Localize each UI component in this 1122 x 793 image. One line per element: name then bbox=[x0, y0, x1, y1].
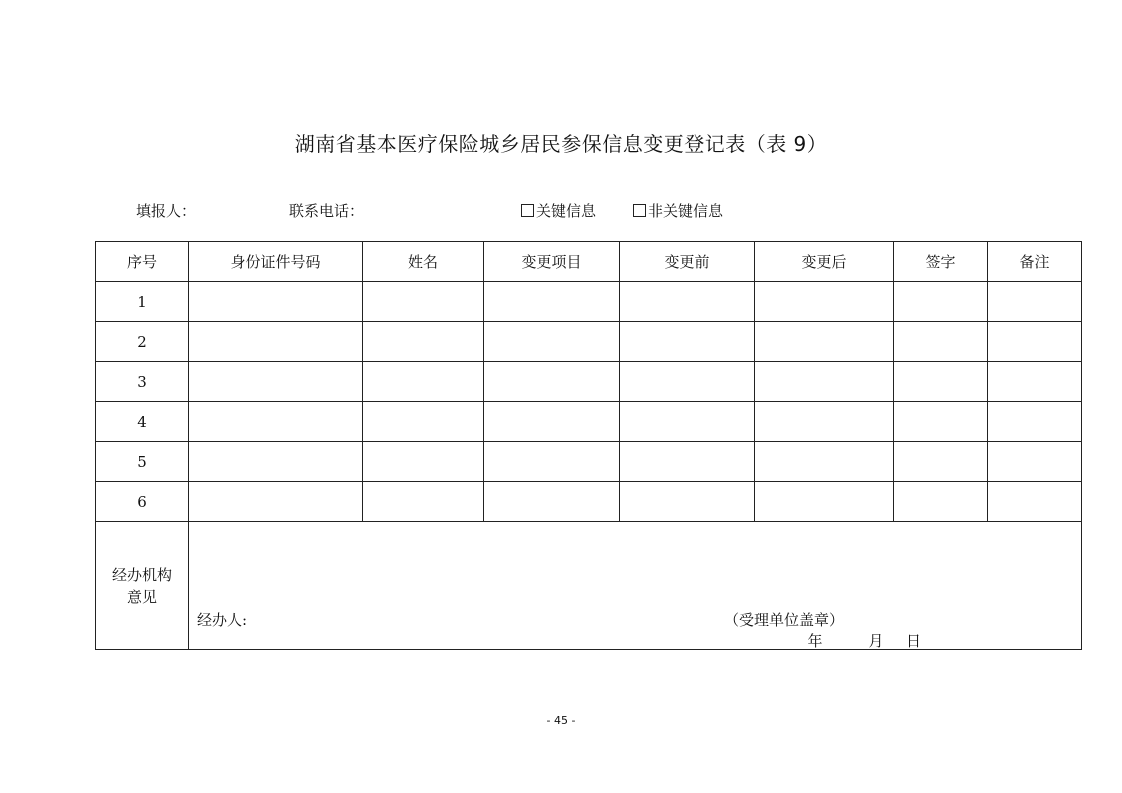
header-id-number: 身份证件号码 bbox=[189, 242, 363, 282]
after-cell[interactable] bbox=[755, 362, 894, 402]
table-header-row bbox=[96, 242, 1082, 282]
reporter-label: 填报人： bbox=[136, 202, 197, 220]
after-cell[interactable] bbox=[755, 282, 894, 322]
signature-cell[interactable] bbox=[894, 442, 988, 482]
change-item-cell[interactable] bbox=[484, 402, 620, 442]
change-registration-table bbox=[95, 241, 1082, 650]
year-label: 年 bbox=[807, 632, 823, 650]
signature-cell[interactable] bbox=[894, 282, 988, 322]
before-cell[interactable] bbox=[620, 282, 755, 322]
nonkey-info-label: 非关键信息 bbox=[648, 202, 724, 220]
signature-cell[interactable] bbox=[894, 482, 988, 522]
handler-label: 经办人: bbox=[197, 611, 248, 629]
before-cell[interactable] bbox=[620, 322, 755, 362]
signature-cell[interactable] bbox=[894, 322, 988, 362]
change-item-cell[interactable] bbox=[484, 322, 620, 362]
checkbox-icon[interactable] bbox=[521, 204, 534, 217]
id-number-cell[interactable] bbox=[189, 282, 363, 322]
table-row bbox=[96, 402, 1082, 442]
after-cell[interactable] bbox=[755, 322, 894, 362]
header-remarks: 备注 bbox=[988, 242, 1082, 282]
change-item-cell[interactable] bbox=[484, 362, 620, 402]
id-number-cell[interactable] bbox=[189, 482, 363, 522]
name-cell[interactable] bbox=[363, 442, 484, 482]
page-number: - 45 - bbox=[546, 714, 576, 727]
header-after: 变更后 bbox=[755, 242, 894, 282]
row-number: 2 bbox=[96, 322, 189, 362]
name-cell[interactable] bbox=[363, 362, 484, 402]
phone-label: 联系电话： bbox=[289, 202, 365, 220]
remarks-cell[interactable] bbox=[988, 282, 1082, 322]
id-number-cell[interactable] bbox=[189, 322, 363, 362]
table-row bbox=[96, 442, 1082, 482]
id-number-cell[interactable] bbox=[189, 442, 363, 482]
remarks-cell[interactable] bbox=[988, 362, 1082, 402]
before-cell[interactable] bbox=[620, 482, 755, 522]
seal-label: （受理单位盖章） bbox=[724, 611, 845, 629]
remarks-cell[interactable] bbox=[988, 482, 1082, 522]
signature-cell[interactable] bbox=[894, 362, 988, 402]
agency-opinion-cell[interactable] bbox=[189, 522, 1082, 650]
checkbox-icon[interactable] bbox=[633, 204, 646, 217]
name-cell[interactable] bbox=[363, 482, 484, 522]
table-row bbox=[96, 282, 1082, 322]
change-item-cell[interactable] bbox=[484, 442, 620, 482]
remarks-cell[interactable] bbox=[988, 402, 1082, 442]
id-number-cell[interactable] bbox=[189, 402, 363, 442]
table-row bbox=[96, 482, 1082, 522]
before-cell[interactable] bbox=[620, 442, 755, 482]
header-seq: 序号 bbox=[96, 242, 189, 282]
month-label: 月 bbox=[868, 632, 884, 650]
before-cell[interactable] bbox=[620, 362, 755, 402]
name-cell[interactable] bbox=[363, 402, 484, 442]
key-info-option[interactable] bbox=[521, 200, 596, 221]
nonkey-info-option[interactable] bbox=[633, 200, 723, 221]
change-item-cell[interactable] bbox=[484, 482, 620, 522]
header-before: 变更前 bbox=[620, 242, 755, 282]
before-cell[interactable] bbox=[620, 402, 755, 442]
date-line bbox=[784, 630, 921, 651]
row-number: 4 bbox=[96, 402, 189, 442]
form-title: 湖南省基本医疗保险城乡居民参保信息变更登记表（表 9） bbox=[294, 132, 828, 156]
row-number: 6 bbox=[96, 482, 189, 522]
name-cell[interactable] bbox=[363, 282, 484, 322]
id-number-cell[interactable] bbox=[189, 362, 363, 402]
change-item-cell[interactable] bbox=[484, 282, 620, 322]
after-cell[interactable] bbox=[755, 402, 894, 442]
header-change-item: 变更项目 bbox=[484, 242, 620, 282]
row-number: 1 bbox=[96, 282, 189, 322]
signature-cell[interactable] bbox=[894, 402, 988, 442]
day-label: 日 bbox=[906, 632, 922, 650]
after-cell[interactable] bbox=[755, 442, 894, 482]
remarks-cell[interactable] bbox=[988, 442, 1082, 482]
row-number: 3 bbox=[96, 362, 189, 402]
key-info-label: 关键信息 bbox=[536, 202, 597, 220]
agency-opinion-label bbox=[96, 522, 189, 650]
remarks-cell[interactable] bbox=[988, 322, 1082, 362]
header-signature: 签字 bbox=[894, 242, 988, 282]
after-cell[interactable] bbox=[755, 482, 894, 522]
table-row bbox=[96, 322, 1082, 362]
name-cell[interactable] bbox=[363, 322, 484, 362]
agency-opinion-label-line1: 经办机构 bbox=[111, 565, 172, 584]
agency-opinion-label-line2: 意见 bbox=[126, 587, 157, 606]
table-row bbox=[96, 362, 1082, 402]
row-number: 5 bbox=[96, 442, 189, 482]
agency-opinion-row bbox=[96, 522, 1082, 650]
header-name: 姓名 bbox=[363, 242, 484, 282]
